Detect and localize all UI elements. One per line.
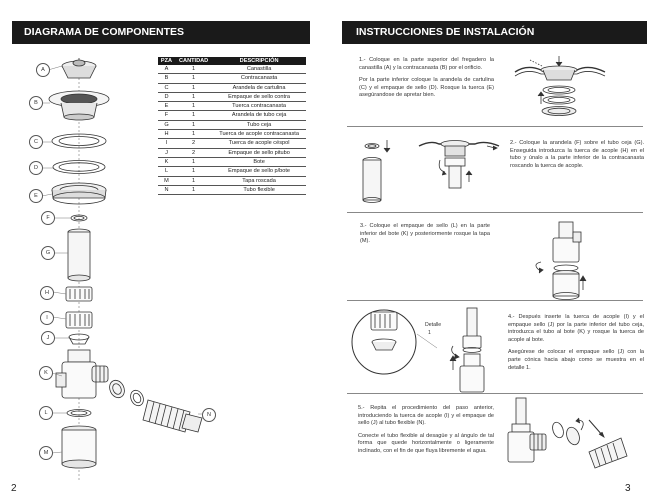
cell-qty: 1 [175, 111, 212, 120]
parts-table-header [158, 57, 306, 65]
cell-pza: L [158, 167, 175, 176]
col-header-cantidad: CANTIDAD [175, 57, 212, 65]
part-k-bottle [56, 350, 108, 398]
cell-qty: 2 [175, 148, 212, 157]
table-row [158, 185, 306, 194]
table-row [158, 102, 306, 111]
table-row [158, 148, 306, 157]
callout-g: G [41, 246, 55, 260]
part-h-nut [66, 287, 92, 301]
cell-pza: C [158, 83, 175, 92]
cell-qty: 1 [175, 130, 212, 139]
cell-qty: 1 [175, 102, 212, 111]
table-row [158, 120, 306, 129]
callout-j: J [41, 331, 55, 345]
cell-desc: Bote [212, 157, 306, 166]
step-5-paragraph-2: Conecte el tubo flexible al desagüe y al ángulo de tal forma que quede horizontalmente o ligeramente inclinado, con el fin de que fluya libremente el agua. [358, 432, 494, 454]
part-c-washer [52, 134, 106, 148]
table-row [158, 74, 306, 83]
cell-pza: D [158, 92, 175, 101]
cell-qty: 1 [175, 120, 212, 129]
step-2-paragraph-1: 2.- Coloque la arandela (F) sobre el tubo ceja (G). Enseguida introduzca la tuerca de acople (H) en el tubo y únalo a la parte inferior de la contracanasta roscando la tuerca de acople. [510, 140, 644, 169]
cell-qty: 1 [175, 185, 212, 194]
cell-desc: Tubo flexible [212, 185, 306, 194]
col-header-descripcion: DESCRIPCIÓN [212, 57, 306, 65]
cell-qty: 1 [175, 65, 212, 74]
part-b-body [49, 91, 109, 120]
table-row [158, 111, 306, 120]
table-row [158, 130, 306, 139]
cell-desc: Tubo ceja [212, 120, 306, 129]
part-i-nut [66, 312, 92, 328]
cell-qty: 1 [175, 92, 212, 101]
components-title: DIAGRAMA DE COMPONENTES [12, 21, 310, 44]
cell-qty: 1 [175, 157, 212, 166]
part-a-strainer [62, 58, 96, 78]
callout-h: H [40, 286, 54, 300]
callout-f: F [41, 211, 55, 225]
table-row [158, 65, 306, 74]
table-row [158, 167, 306, 176]
page-number-left: 2 [11, 483, 17, 494]
parts-table [158, 57, 306, 195]
cell-pza: K [158, 157, 175, 166]
step-5-illustration [327, 0, 647, 500]
cell-qty: 1 [175, 83, 212, 92]
step-1-paragraph-2: Por la parte inferior coloque la arandela de cartulina (C) y el empaque de sello (D). Rosque la tuerca (E) asegúrandose de apretar bien. [359, 77, 494, 99]
cell-pza: J [158, 148, 175, 157]
cell-pza: N [158, 185, 175, 194]
page-number-right: 3 [625, 483, 631, 494]
cell-pza: B [158, 74, 175, 83]
cell-desc: Contracanasta [212, 74, 306, 83]
step-1-paragraph-1: 1.- Coloque en la parte superior del fregadero la canastilla (A) y la contracanasta (B) por el orificio. [359, 57, 494, 71]
step-3-paragraph-1: 3.- Coloque el empaque de sello (L) en la parte inferior del bote (K) y posteriormente rosque la tapa (M). [360, 223, 490, 245]
cell-pza: G [158, 120, 175, 129]
cell-desc: Tapa roscada [212, 176, 306, 185]
part-g-tailpiece [68, 229, 90, 281]
table-row [158, 157, 306, 166]
cell-desc: Empaque de sello p/bote [212, 167, 306, 176]
table-row [158, 139, 306, 148]
step-5-paragraph-1: 5.- Repita el procedimiento del paso anterior, introduciendo la tuerca de acople (I) y el empaque de sello (J) al tubo flexible (N). [358, 405, 494, 427]
cell-pza: I [158, 139, 175, 148]
left-page [0, 0, 320, 500]
detail-label: Detalle [425, 322, 442, 328]
step-4-paragraph-2: Asegúrese de colocar el empaque sello (J) con la parte cónica hacia abajo como se muestra en el detalle 1. [508, 349, 644, 371]
table-row [158, 176, 306, 185]
cell-qty: 1 [175, 74, 212, 83]
cell-desc: Tuerca contracanasta [212, 102, 306, 111]
col-header-pza: PZA [158, 57, 175, 65]
cell-pza: F [158, 111, 175, 120]
cell-qty: 1 [175, 176, 212, 185]
step-4-paragraph-1: 4.- Después inserte la tuerca de acople (I) y el empaque sello (J) por la parte inferior del tubo ceja, introduzca el tubo al bote (K) y rosque la tuerca de acople al bote. [508, 314, 644, 343]
cell-desc: Tuerca de acople céspol [212, 139, 306, 148]
cell-pza: E [158, 102, 175, 111]
table-row [158, 92, 306, 101]
cell-desc: Empaque de sello pitubo [212, 148, 306, 157]
instructions-title: INSTRUCCIONES DE INSTALACIÓN [342, 21, 647, 44]
cell-desc: Tuerca de acople contracanasta [212, 130, 306, 139]
part-m-cap [62, 426, 96, 468]
part-e-nut [52, 183, 106, 204]
cell-desc: Arandela de cartulina [212, 83, 306, 92]
callout-c: C [29, 135, 43, 149]
part-n-flexible-tube [143, 400, 202, 432]
cell-qty: 1 [175, 167, 212, 176]
table-row [158, 83, 306, 92]
cell-pza: M [158, 176, 175, 185]
callout-i: I [40, 311, 54, 325]
cell-pza: A [158, 65, 175, 74]
cell-desc: Arandela de tubo ceja [212, 111, 306, 120]
callout-n: N [202, 408, 216, 422]
callout-k: K [39, 366, 53, 380]
callout-d: D [29, 161, 43, 175]
callout-l: L [39, 406, 53, 420]
cell-pza: H [158, 130, 175, 139]
callout-m: M [39, 446, 53, 460]
cell-desc: Canastilla [212, 65, 306, 74]
side-nut-parts [107, 378, 146, 408]
callout-a: A [36, 63, 50, 77]
cell-desc: Empaque de sello contra [212, 92, 306, 101]
cell-qty: 2 [175, 139, 212, 148]
detail-number: 1 [428, 330, 431, 336]
callout-e: E [29, 189, 43, 203]
right-page [327, 0, 647, 500]
callout-b: B [29, 96, 43, 110]
